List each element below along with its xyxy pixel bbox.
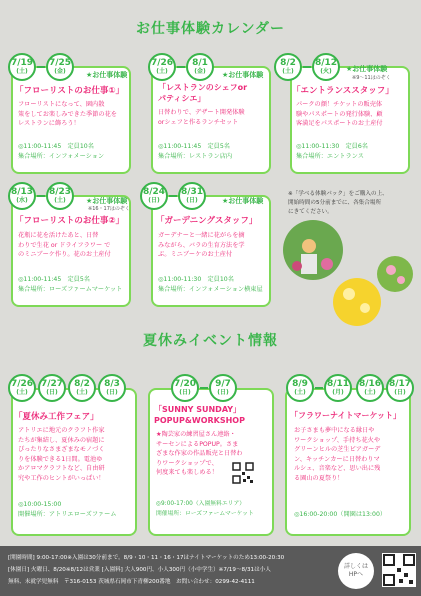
- date-badge: 9/7 (日): [209, 374, 237, 402]
- work-tag: ★お仕事体験: [346, 65, 388, 73]
- work-name: 「エントランススタッフ」: [292, 86, 394, 96]
- work-desc: フローリストになって、園内散 策をしてお楽しみできた季節の花を レストランに飾ろう！: [18, 101, 117, 127]
- calendar-title: お仕事体験カレンダー: [135, 21, 286, 37]
- footer-line-address: 無料、未就学児無料 〒316-0153 茨城県石岡市下青柳200番地 お問い合わせ：0299-42-4111: [8, 579, 255, 585]
- work-info: ◎11:00-11:30 定員6名 集合場所：エントランス: [296, 143, 368, 160]
- work-name: 「フローリストのお仕事②」: [15, 216, 125, 226]
- event-desc: お子さまも夢中になる縁日や ワークショップ、手持ち花火や グリーンヒルの芝生ビアガーデ ン、キッチンカーに日替わりマ ルシェ、音楽など、思い出に残 る園山の夏祭り！: [294, 427, 381, 482]
- date-badge: 8/24 (日): [140, 182, 168, 210]
- work-note: ※16・17はのぞく: [88, 206, 130, 212]
- event-3-dates: [286, 374, 414, 402]
- footer-line-hours: [開園時間] 9:00-17:00※入園は30分前まで。8/9・10・11・16・17はナイトマーケットのため13:00-20:30: [8, 555, 285, 561]
- date-badge: 8/3 (日): [98, 374, 126, 402]
- work-info: ◎11:00-11:45 定員10名 集合場所：インフォメーション: [18, 143, 105, 160]
- work-desc: パークの顔！チケットの販売体 験やパスポートの発行体験、顧 客満足をパスポートのお土産付: [296, 101, 383, 127]
- work-desc: 花瓶に花を活けたあと、日替 わりで生花 or ドライフラワー で のミニブーケ作り。花のお土産付: [18, 232, 111, 258]
- date-badge: 8/17 (日): [386, 374, 414, 402]
- date-badge: 8/12 (火): [312, 53, 340, 81]
- date-badge: 8/16 (土): [356, 374, 384, 402]
- event-name: 「フラワーナイトマーケット」: [290, 411, 402, 420]
- event-info: ◎10:00-15:00 開催場所：アトリエローズファーム: [18, 501, 117, 518]
- event-desc: アトリエに地元のクラフト作家 たちが集結し、夏休みの宿題に ぴったりなさまざまなモノづく りを体験できる1日間。電池ゆ かアロマクラフトなど、自由研 究や工作のヒントがいっぱい！: [18, 427, 105, 482]
- work-card-1-dates: [8, 53, 74, 81]
- work-note: ※9～11はのぞく: [352, 75, 391, 81]
- event-desc: ★陶芸家の練習屋さん連絡・ サーセンによるPOPUP。さま ざまな作家の作品販売と日替わ りワークショップで、 何度来ても楽しめる！: [156, 431, 243, 476]
- date-badge: 8/31 (日): [178, 182, 206, 210]
- date-badge: 8/2 (土): [68, 374, 96, 402]
- garden-photos: [283, 218, 415, 326]
- events-title: 夏休みイベント情報: [143, 333, 278, 349]
- work-card-3-dates: [274, 53, 340, 81]
- event-name: 「夏休み工作フェア」: [14, 412, 99, 422]
- work-desc: 日替わりで、デザート開発体験 orシェフと作るランチセット: [158, 109, 245, 126]
- date-badge: 8/13 (水): [8, 182, 36, 210]
- work-name: 「レストランのシェフor パティシエ」: [158, 83, 248, 103]
- work-info: ◎11:00-11:45 定員5名 集合場所：ローズファームマーケット: [18, 276, 123, 293]
- qr-code-icon[interactable]: [232, 462, 254, 484]
- work-info: ◎11:00-11:45 定員5名 集合場所：レストラン店内: [158, 143, 233, 160]
- date-badge: 8/1 (金): [186, 53, 214, 81]
- date-badge: 8/2 (土): [274, 53, 302, 81]
- work-tag: ★お仕事体験: [86, 71, 128, 79]
- work-tag: ★お仕事体験: [222, 197, 264, 205]
- work-info: ◎11:00-11:30 定員10名 集合場所：インフォメーション横東屋: [158, 276, 263, 293]
- date-badge: 8/9 (土): [286, 374, 314, 402]
- date-badge: 7/20 (日): [171, 374, 199, 402]
- footer-qr-code-icon[interactable]: [382, 553, 416, 587]
- event-2-dates: [171, 374, 237, 402]
- work-card-4-dates: [8, 182, 74, 210]
- date-badge: 8/23 (土): [46, 182, 74, 210]
- date-badge: 7/25 (金): [46, 53, 74, 81]
- event-name: 「SUNNY SUNDAY」 POPUP&WORKSHOP: [154, 405, 245, 425]
- work-card-5-dates: [140, 182, 206, 210]
- date-badge: 7/26 (土): [148, 53, 176, 81]
- work-tag: ★お仕事体験: [222, 71, 264, 79]
- date-badge: 7/27 (日): [38, 374, 66, 402]
- date-badge: 7/26 (土): [8, 374, 36, 402]
- work-desc: ガーデナーと一緒に花がらを摘 みながら、バラの生育方法を学 ぶ。ミニブーケのお土産付: [158, 232, 245, 258]
- event-info: ◎9:00-17:00（入園無料エリア） 開催場所：ローズファームマーケット: [156, 501, 254, 517]
- calendar-note: ※「学べる体験パック」をご購入の上、 開始時間の5分前までに、各集合場所 にきてください。: [288, 191, 388, 215]
- date-badge: 8/11 (月): [324, 374, 352, 402]
- date-badge: 7/19 (土): [8, 53, 36, 81]
- work-name: 「フローリストのお仕事①」: [15, 86, 125, 96]
- footer-line-fees: [休園日] 火曜日、8/20※8/12は営業 [入園料] 大人900円、小人300円（小中学生）※7/19～8/31は小人: [8, 567, 271, 573]
- event-1-dates: [8, 374, 126, 402]
- work-name: 「ガーデニングスタッフ」: [156, 216, 258, 226]
- work-tag: ★お仕事体験: [86, 197, 128, 205]
- work-card-2-dates: [148, 53, 214, 81]
- event-info: ◎16:00-20:00（開園は13:00）: [294, 511, 387, 518]
- website-button[interactable]: 詳しくは HPへ: [338, 553, 374, 589]
